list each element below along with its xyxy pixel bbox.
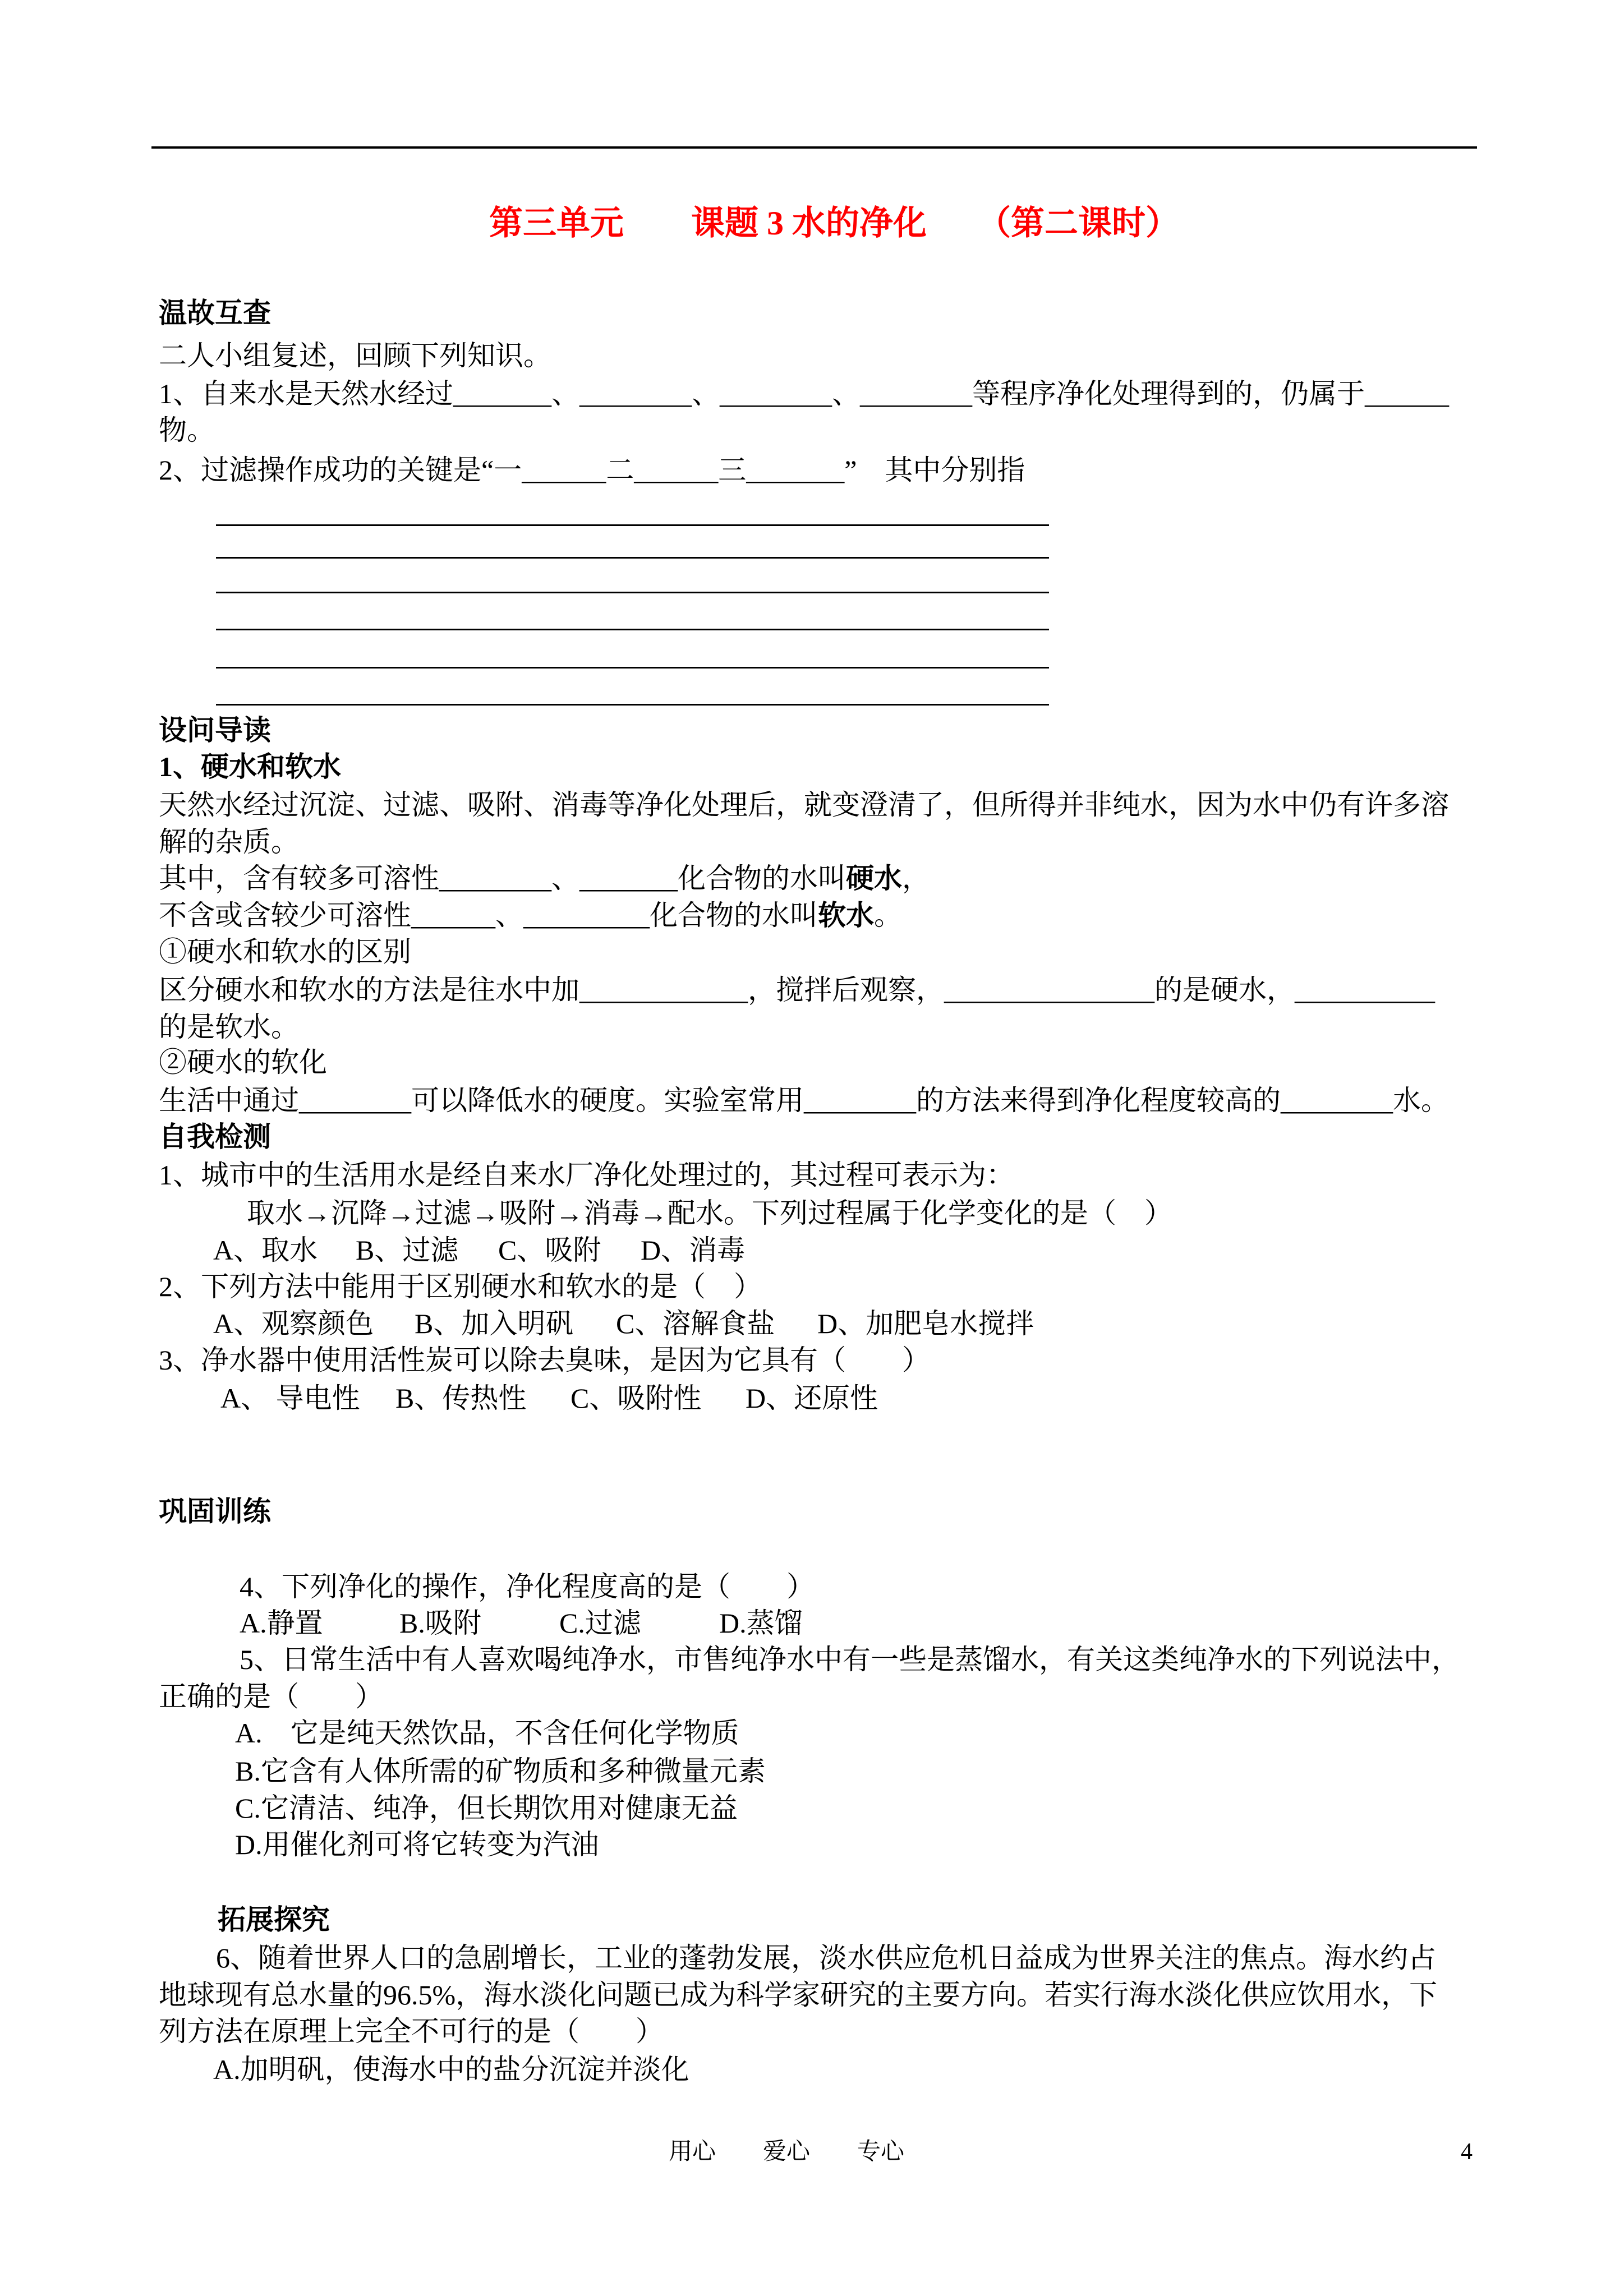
soft-water-end: 。 [874,900,902,931]
header-rule [151,146,1477,149]
question-5-option-c: C.它清洁、纯净，但长期饮用对健康无益 [235,1792,738,1824]
question-5-stem-line-2: 正确的是（ ） [159,1681,383,1712]
question-5-option-d: D.用催化剂可将它转变为汽油 [235,1829,599,1860]
consolidation-heading: 巩固训练 [159,1496,271,1527]
question-3-options [220,1381,878,1415]
option-a: A、取水 [213,1234,318,1266]
question-4-options [240,1606,803,1640]
hard-water-end: ， [902,863,930,894]
question-5-option-b: B.它含有人体所需的矿物质和多种微量元素 [235,1755,766,1787]
page-title: 第三单元 课题 3 水的净化 （第二课时） [489,205,1179,242]
option-b: B.吸附 [399,1607,481,1639]
option-a: A、观察颜色 [213,1308,374,1339]
option-b: B、加入明矾 [415,1308,574,1339]
option-c: C、溶解食盐 [616,1308,775,1339]
guided-reading-intro-line-1: 天然水经过沉淀、过滤、吸附、消毒等净化处理后，就变澄清了，但所得并非纯水，因为水中仍有许多溶 [159,789,1449,820]
question-6-stem-line-3: 列方法在原理上完全不可行的是（ ） [159,2016,664,2047]
question-6-stem-line-1: 6、随着世界人口的急剧增长，工业的蓬勃发展，淡水供应危机日益成为世界关注的焦点。海水约占 [216,1942,1436,1974]
self-check-heading: 自我检测 [159,1121,271,1152]
option-a: A、 导电性 [220,1382,360,1414]
question-6-stem-line-2: 地球现有总水量的96.5%，海水淡化问题已成为科学家研究的主要方向。若实行海水淡化供应饮用水，下 [159,1979,1438,2011]
question-3-stem: 3、净水器中使用活性炭可以除去臭味，是因为它具有（ ） [159,1344,930,1376]
answer-line [216,524,1049,526]
question-5-stem-line-1: 5、日常生活中有人喜欢喝纯净水，市售纯净水中有一些是蒸馏水，有关这类纯净水的下列说法中， [240,1644,1460,1675]
distinguish-line-1: 区分硬水和软水的方法是往水中加____________，搅拌后观察，_______________的是硬水，__________ [159,974,1435,1006]
hard-water-definition [159,861,930,895]
question-2-stem: 2、下列方法中能用于区别硬水和软水的是（ ） [159,1271,762,1302]
question-1-stem-line-1: 1、城市中的生活用水是经自来水厂净化处理过的，其过程可表示为： [159,1159,1014,1191]
distinguish-line-2: 的是软水。 [159,1011,299,1043]
answer-line [216,704,1049,706]
option-c: C.过滤 [559,1607,641,1639]
hard-water-text: 其中，含有较多可溶性________、_______化合物的水叫 [159,863,846,894]
question-1-options [213,1233,745,1267]
review-intro: 二人小组复述，回顾下列知识。 [159,340,551,371]
option-b: B、传热性 [395,1382,527,1414]
guided-reading-topic: 1、硬水和软水 [159,751,341,782]
question-1-stem-line-2: 取水→沉降→过滤→吸附→消毒→配水。下列过程属于化学变化的是（ ） [247,1197,1172,1229]
question-6-option-a: A.加明矾，使海水中的盐分沉淀并淡化 [213,2054,689,2085]
soft-water-term: 软水 [818,900,874,931]
answer-line [216,592,1049,593]
softening-line: 生活中通过________可以降低水的硬度。实验室常用________的方法来得到净化程度较高的________水。 [159,1085,1449,1116]
option-c: C、吸附性 [571,1382,702,1414]
question-5-option-a: A. 它是纯天然饮品，不含任何化学物质 [235,1717,739,1749]
option-d: D、还原性 [746,1382,878,1414]
soft-water-text: 不含或含较少可溶性______、_________化合物的水叫 [159,900,818,931]
guided-reading-intro-line-2: 解的杂质。 [159,826,299,857]
footer-motto: 用心 爱心 专心 [669,2139,905,2165]
option-c: C、吸附 [498,1234,601,1266]
option-d: D.蒸馏 [719,1607,803,1639]
softening-heading: ②硬水的软化 [159,1046,327,1078]
review-question-1-line-1: 1、自来水是天然水经过_______、________、________、________等程序净化处理得到的，仍属于______ [159,378,1449,409]
soft-water-definition [159,898,902,932]
review-question-2: 2、过滤操作成功的关键是“一______二______三_______” 其中分别指 [159,454,1025,486]
distinguish-heading: ①硬水和软水的区别 [159,936,411,967]
page-number: 4 [1461,2139,1473,2165]
option-d: D、消毒 [641,1234,746,1266]
guided-reading-heading: 设问导读 [159,714,271,746]
option-a: A.静置 [240,1607,323,1639]
answer-line [216,667,1049,668]
option-d: D、加肥皂水搅拌 [817,1308,1034,1339]
option-b: B、过滤 [356,1234,459,1266]
answer-line [216,629,1049,630]
answer-line [216,557,1049,559]
review-question-1-line-2: 物。 [159,414,215,446]
review-heading: 温故互查 [159,297,271,329]
hard-water-term: 硬水 [846,863,902,894]
question-2-options [213,1307,1034,1340]
extension-heading: 拓展探究 [218,1904,330,1935]
question-4-stem: 4、下列净化的操作，净化程度高的是（ ） [240,1571,815,1602]
